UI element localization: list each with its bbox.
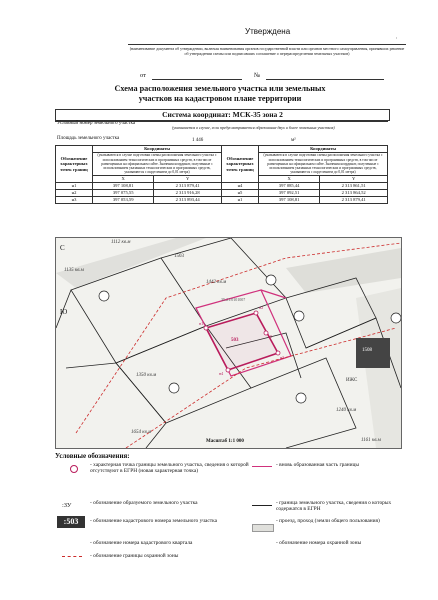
y-label-right: Y [320,175,388,182]
x-label-right: X [258,175,319,182]
map-label: н4 [219,371,224,376]
table-row [56,182,388,189]
x-value: 397 075,55 [93,189,154,196]
legend-item: - проезд, проход (земли общего пользования) [276,518,380,524]
map-label: 1240 кв.м [336,408,357,413]
title-line-2: участков на кадастровом плане территории [138,94,302,103]
x-value: 397 053,59 [93,196,154,203]
map-label: ИЖС [346,378,358,383]
legend-item: - граница земельного участка, сведения о которых содержатся в ЕГРН [276,500,392,513]
legend-item: - обозначение образуемого земельного участка [90,500,198,506]
table-row [56,196,388,203]
map-label: н5 [268,334,273,339]
map-drawing [56,238,401,448]
legend-symbol-point [70,465,78,473]
y-value: 2 313 893,44 [154,196,222,203]
legend-item: - обозначение номера кадастрового квартала [90,540,193,546]
coord-system: Система координат: МСК-35 зона 2 [55,109,390,121]
legend-title: Условные обозначения: [55,452,130,460]
y-value: 2 313 879,41 [154,182,222,189]
map-label: н1 [199,321,204,326]
y-value: 2 313 879,41 [320,196,388,203]
area-unit: м² [291,138,296,143]
y-value: 2 313 916,28 [154,189,222,196]
point-id: н5 [221,189,258,196]
legend-symbol-line [252,466,272,467]
map-label: 503 [231,338,239,343]
legend-symbol-zone [62,556,82,557]
cond-number-note: (указывается в случае, если предусматривается образование двух и более земельных участков) [172,125,335,130]
map-label: 1135 кв.м [64,268,84,273]
legend-item: - обозначение номера охранной зоны [276,540,362,546]
side-letter-north: С [60,244,65,252]
map-label: н3 [280,355,285,360]
legend-item: - характерная точка границы земельного участка, сведения о которой отсутствуют в ЕГРН (новая характерная точка) [90,462,249,475]
y-value: 2 313 861,51 [320,182,388,189]
scale-label: Масштаб 1:1 000 [206,439,244,444]
x-value: 397 108,81 [93,182,154,189]
order-note: (наименование документа об утверждении, включая наименования органов государственной власти или органов местного самоуправления, принявших решение об утверждении схемы или подписавших соглашение о перераспределении земельных участков) [129,46,405,56]
legend-item: - обозначение границы охранной зоны [90,553,179,559]
map-label: 1654 кв.м [131,430,152,435]
page-title [60,84,380,104]
coords-note-left: (указываются в случае подготовки схемы расположения земельного участка с использованием технологических и программных средств, в том числе размещенных на официальном сайте. Значения координат, полученные с использованием указанных технологических и программных средств, указываются с округлением до 0,01 метра) [93,153,222,176]
area-label: Площадь земельного участка [57,136,120,141]
cadastral-map [55,237,402,449]
map-label: 1503 [174,254,184,259]
map-label: 1112 кв.м [111,240,131,245]
table-row [56,189,388,196]
point-id: н1 [221,196,258,203]
legend-symbol-503: :503 [57,516,85,528]
area-value: 1 446 [192,138,204,143]
map-label: н2 [259,305,264,310]
point-id: н3 [56,196,93,203]
side-letter-south: Ю [60,308,68,316]
point-id: н4 [221,182,258,189]
legend-symbol-road [252,524,274,532]
point-id: н1 [56,182,93,189]
y-label-left: Y [154,175,222,182]
x-value: 397 092,51 [258,189,319,196]
point-id: н2 [56,189,93,196]
coords-header-left: Координаты [93,146,222,153]
corner-mark: ' [396,38,397,43]
coords-note-right: (указываются в случае подготовки схемы расположения земельного участка с использованием технологических и программных средств, в том числе размещенных на официальном сайте. Значения координат, полученные с использованием указанных технологических и программных средств, указываются с округлением до 0,01 метра) [258,153,387,176]
map-label: 35:21:0101007 [221,297,246,302]
coords-header-right: Координаты [258,146,387,153]
legend-symbol-egrn [252,505,272,506]
map-label: 1161 кв.м [361,438,381,443]
title-line-1: Схема расположения земельного участка или земельных [114,84,326,93]
legend-item: - вновь образованная часть границы [276,462,360,468]
coords-table [55,145,388,204]
x-value: 397 085,44 [258,182,319,189]
approved-label: Утверждена [245,27,291,36]
point-header-right: Обозначение характерных точек границ [221,146,258,183]
map-label: 1350 кв.м [136,373,157,378]
point-header-left: Обозначение характерных точек границ [56,146,93,183]
from-label: от [140,72,147,79]
y-value: 2 313 864,52 [320,189,388,196]
x-label-left: X [93,175,154,182]
map-label: 1508 [362,348,372,353]
legend-item: - обозначение кадастрового номера земельного участка [90,518,218,524]
map-label: 1442 кв.м [206,280,227,285]
cond-number-label: Условный номер земельного участка [57,121,136,126]
legend-symbol-zu: :ЗУ [62,502,72,509]
x-value: 397 108,81 [258,196,319,203]
number-label: № [254,72,261,79]
